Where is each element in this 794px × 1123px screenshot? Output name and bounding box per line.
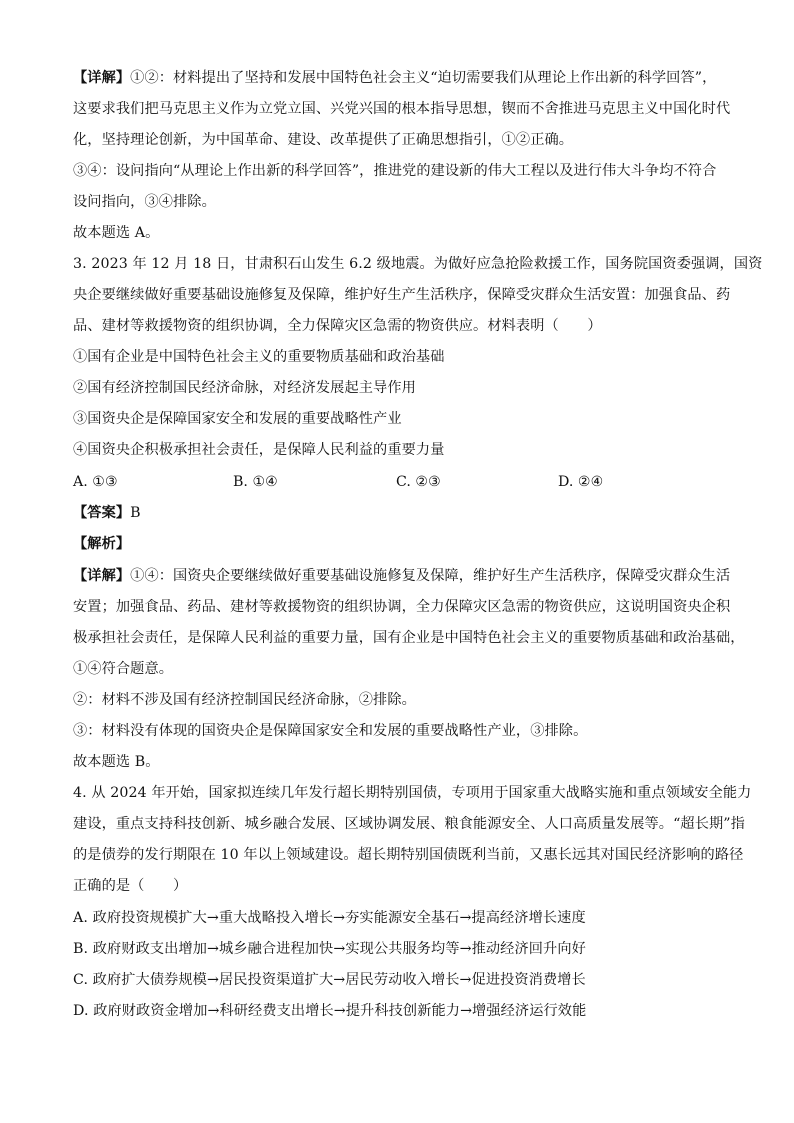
- q2-detail-line-4: ③④：设问指向“从理论上作出新的科学回答”，推进党的建设新的伟大工程以及进行伟大斗争均不符合: [73, 163, 717, 179]
- q2-detail-line-5: 设问指向，③④排除。: [73, 194, 216, 210]
- q3-stem-line-1: 3. 2023 年 12 月 18 日，甘肃积石山发生 6.2 级地震。为做好应急抢险救援工作，国务院国资委强调，国资: [73, 256, 763, 272]
- q2-detail-line-3: 化，坚持理论创新，为中国革命、建设、改革提供了正确思想指引，①②正确。: [73, 132, 574, 148]
- q3-stem-line-3: 品、建材等救援物资的组织协调，全力保障灾区急需的物资供应。材料表明（ ）: [73, 318, 602, 334]
- q4-stem-line-1: 4. 从 2024 年开始，国家拟连续几年发行超长期特别国债，专项用于国家重大战略实施和重点领域安全能力: [73, 785, 752, 801]
- q4-option-a: A. 政府投资规模扩大→重大战略投入增长→夯实能源安全基石→提高经济增长速度: [73, 910, 586, 926]
- q3-choice-d: D. ②④: [558, 474, 604, 490]
- q4-option-d: D. 政府财政资金增加→科研经费支出增长→提升科技创新能力→增强经济运行效能: [73, 1003, 587, 1019]
- answer-value: B: [130, 505, 141, 521]
- q3-detail-line-5: ②：材料不涉及国有经济控制国民经济命脉，②排除。: [73, 692, 416, 708]
- q4-stem-line-2: 建设，重点支持科技创新、城乡融合发展、区域协调发展、粮食能源安全、人口高质量发展等。“超长期”指: [73, 816, 745, 832]
- q4-option-c: C. 政府扩大债券规模→居民投资渠道扩大→居民劳动收入增长→促进投资消费增长: [73, 972, 586, 988]
- q3-statement-2: ②国有经济控制国民经济命脉，对经济发展起主导作用: [73, 380, 416, 396]
- answer-tag: 【答案】: [73, 505, 131, 521]
- q4-stem-line-3: 的是债券的发行期限在 10 年以上领域建设。超长期特别国债既利当前，又惠长远其对国民经济影响的路径: [73, 847, 744, 863]
- q4-stem-line-4: 正确的是（ ）: [73, 878, 188, 894]
- q2-detail-line-1: 【详解】①②：材料提出了坚持和发展中国特色社会主义“迫切需要我们从理论上作出新的科学回答”，: [73, 70, 717, 86]
- q2-detail-line-2: 这要求我们把马克思主义作为立党立国、兴党兴国的根本指导思想，锲而不舍推进马克思主义中国化时代: [73, 101, 731, 117]
- q3-statement-4: ④国资央企积极承担社会责任，是保障人民利益的重要力量: [73, 442, 445, 458]
- q3-statement-1: ①国有企业是中国特色社会主义的重要物质基础和政治基础: [73, 349, 445, 365]
- q3-answer-line: [73, 503, 733, 523]
- q3-conclusion: 故本题选 B。: [73, 754, 160, 770]
- q3-choice-b: B. ①④: [233, 474, 278, 490]
- q3-detail-line-6: ③：材料没有体现的国资央企是保障国家安全和发展的重要战略性产业，③排除。: [73, 723, 588, 739]
- q3-detail-line-2: 安置；加强食品、药品、建材等救援物资的组织协调，全力保障灾区急需的物资供应，这说明国资央企积: [73, 599, 731, 615]
- q3-detail-line-3: 极承担社会责任，是保障人民利益的重要力量，国有企业是中国特色社会主义的重要物质基础和政治基础，: [73, 630, 745, 646]
- q3-detail-line-4: ①④符合题意。: [73, 661, 174, 677]
- analysis-tag: 【解析】: [73, 536, 131, 552]
- q4-option-b: B. 政府财政支出增加→城乡融合进程加快→实现公共服务均等→推动经济回升向好: [73, 941, 586, 957]
- q3-detail-line-1: 【详解】①④：国资央企要继续做好重要基础设施修复及保障，维护好生产生活秩序，保障受灾群众生活: [73, 568, 731, 584]
- q3-choice-a: A. ①③: [73, 474, 118, 490]
- detail-tag: 【详解】: [73, 568, 131, 584]
- q3-stem-line-2: 央企要继续做好重要基础设施修复及保障，维护好生产生活秩序，保障受灾群众生活安置：加强食品、药: [73, 287, 731, 303]
- detail-tag: 【详解】: [73, 70, 131, 86]
- q2-conclusion: 故本题选 A。: [73, 225, 160, 241]
- q3-statement-3: ③国资央企是保障国家安全和发展的重要战略性产业: [73, 411, 402, 427]
- q3-choice-c: C. ②③: [396, 474, 441, 490]
